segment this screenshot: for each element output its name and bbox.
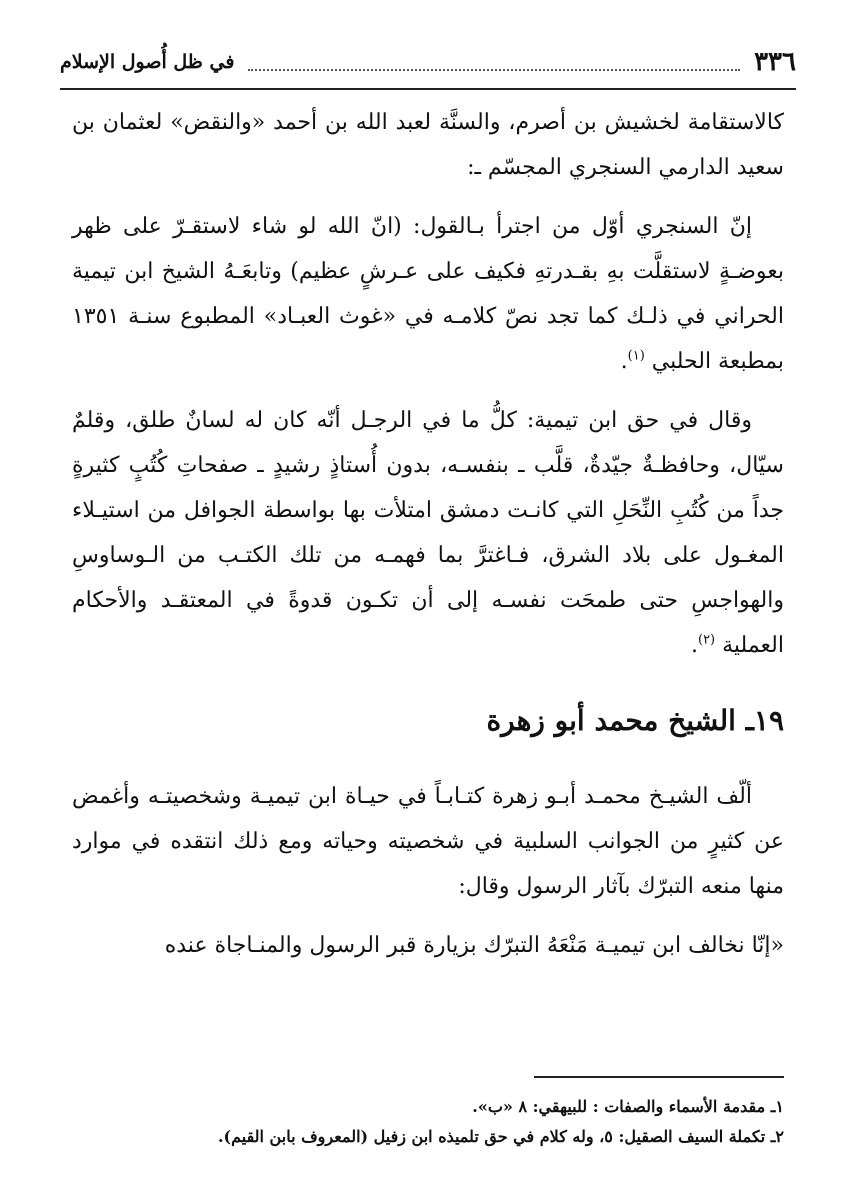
header-dotted-leader bbox=[248, 69, 740, 71]
footnote-rule bbox=[534, 1076, 784, 1078]
paragraph-1: كالاستقامة لخشيش بن أصرم، والسنَّة لعبد الله بن أحمد «والنقض» لعثمان بن سعيد الدارمي السنجري المجسّم ـ: bbox=[72, 110, 784, 180]
footnote-1: ١ـ مقدمة الأسماء والصفات : للبيهقي: ٨ «ب». bbox=[472, 1097, 784, 1116]
footnote-2: ٢ـ تكملة السيف الصقيل: ٥، وله كلام في حق تلميذه ابن زفيل (المعروف بابن القيم). bbox=[217, 1127, 784, 1146]
section-paragraph-1: ألّف الشيـخ محمـد أبـو زهرة كتـابـاً في حيـاة ابن تيميـة وشخصيتـه وأغمض عن كثيرٍ من الجوانب السلبية في شخصيته وحياته ومع ذلك انتقده في موارد منها منعه التبرّك بآثار الرسول وقال: bbox=[72, 784, 784, 899]
paragraph-3-end: . bbox=[690, 633, 698, 658]
section-paragraph-2: «إنّا نخالف ابن تيميـة مَنْعَهُ التبرّك بزيارة قبر الرسول والمنـاجاة عنده bbox=[164, 933, 784, 958]
paragraph-3 bbox=[72, 398, 784, 668]
paragraph-2 bbox=[72, 204, 784, 384]
header-rule bbox=[60, 88, 796, 90]
paragraph-2-end: . bbox=[620, 349, 628, 374]
footnote-ref-2: (٢) bbox=[697, 632, 716, 648]
paragraph-3-text: وقال في حق ابن تيمية: كلُّ ما في الرجـل أنّه كان له لسانٌ طلق، وقلمٌ سيّال، وحافظـةٌ جيّدةٌ، قلَّب ـ بنفسـه، بدون أُستاذٍ رشيدٍ ـ صفحاتِ كُتُبٍ كثيرةٍ جداً من كُتُبِ النِّحَلِ التي كانـت دمشق امتلأت بها بواسطة الجوافل من استيـلاء المغـول على بلاد الشرق، فـاغترَّ بما فهمـه من تلك الكتـب من الـوساوسِ والهواجسِ حتى طمحَت نفسـه إلى أن تكـون قدوةً في المعتقـد والأحكام العملية bbox=[72, 408, 784, 658]
running-title: في ظل أُصول الإسلام bbox=[60, 51, 235, 73]
page-number: ٣٣٦ bbox=[754, 47, 796, 77]
page-header bbox=[60, 42, 796, 82]
section-heading: ١٩ـ الشيخ محمد أبو زهرة bbox=[486, 704, 784, 737]
footnote-ref-1: (١) bbox=[627, 348, 645, 364]
footnotes bbox=[72, 1092, 784, 1152]
main-text bbox=[72, 100, 784, 982]
paragraph-2-text: إنّ السنجري أوّل من اجترأ بـالقول: (انّ الله لو شاء لاستقـرّ على ظهر بعوضـةٍ لاستقلَّت بهِ بقـدرتهِ فكيف على عـرشٍ عظيم) وتابعَـهُ الشيخ ابن تيمية الحراني في ذلـك كما تجد نصّ كلامـه في «غوث العبـاد» المطبوع سنـة ١٣٥١ بمطبعة الحلبي bbox=[72, 214, 784, 374]
